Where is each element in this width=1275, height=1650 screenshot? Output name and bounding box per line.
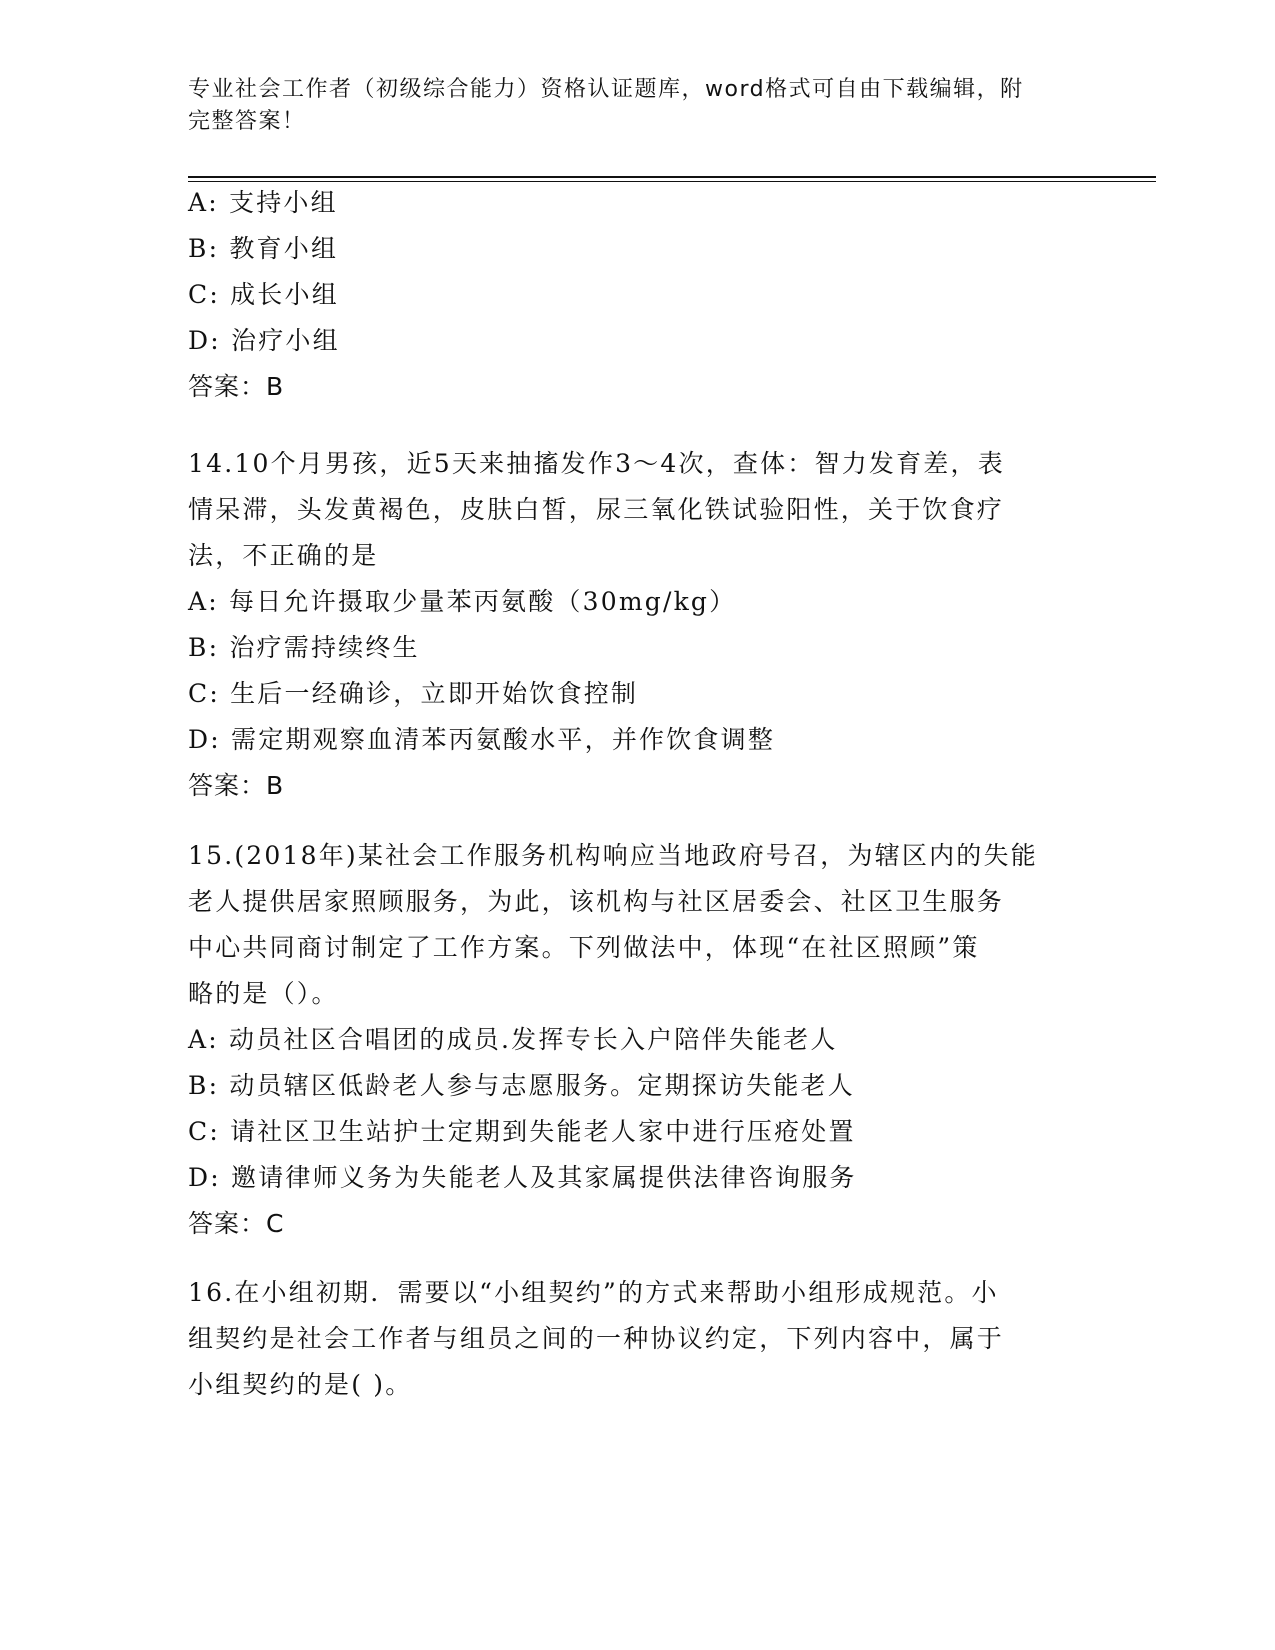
q14-option-a: A: 每日允许摄取少量苯丙氨酸（30mg/kg） <box>188 587 737 616</box>
question-14-block <box>188 441 1088 809</box>
q14-answer: 答案：B <box>188 771 285 800</box>
q15-option-b: B: 动员辖区低龄老人参与志愿服务。定期探访失能老人 <box>188 1071 855 1100</box>
q16-stem-line-2: 组契约是社会工作者与组员之间的一种协议约定，下列内容中，属于 <box>188 1324 1005 1353</box>
q14-option-d: D: 需定期观察血清苯丙氨酸水平，并作饮食调整 <box>188 725 776 754</box>
q16-stem-line-1: 16.在小组初期．需要以“小组契约”的方式来帮助小组形成规范。小 <box>188 1278 999 1307</box>
q15-option-d: D: 邀请律师义务为失能老人及其家属提供法律咨询服务 <box>188 1163 857 1192</box>
question-16-block <box>188 1270 1088 1408</box>
q14-stem-line-2: 情呆滞，头发黄褐色，皮肤白皙，尿三氧化铁试验阳性，关于饮食疗 <box>188 495 1005 524</box>
q13-answer: 答案：B <box>188 372 285 401</box>
question-13-block <box>188 180 1088 410</box>
q15-stem-line-2: 老人提供居家照顾服务，为此，该机构与社区居委会、社区卫生服务 <box>188 887 1005 916</box>
q15-stem-line-3: 中心共同商讨制定了工作方案。下列做法中，体现“在社区照顾”策 <box>188 933 980 962</box>
q14-stem-line-1: 14.10个月男孩，近5天来抽搐发作3～4次，查体：智力发育差，表 <box>188 449 1005 478</box>
q14-option-b: B: 治疗需持续终生 <box>188 633 420 662</box>
q13-option-a: A: 支持小组 <box>188 188 338 217</box>
q16-stem-line-3: 小组契约的是( )。 <box>188 1370 413 1399</box>
q14-stem-line-3: 法，不正确的是 <box>188 541 379 570</box>
q15-stem-line-4: 略的是（）。 <box>188 979 339 1008</box>
q13-option-c: C: 成长小组 <box>188 280 339 309</box>
q15-option-c: C: 请社区卫生站护士定期到失能老人家中进行压疮处置 <box>188 1117 856 1146</box>
q14-option-c: C: 生后一经确诊，立即开始饮食控制 <box>188 679 639 708</box>
document-header <box>188 74 1088 138</box>
header-divider-thick <box>188 176 1156 178</box>
q13-option-b: B: 教育小组 <box>188 234 339 263</box>
header-line-1: 专业社会工作者（初级综合能力）资格认证题库，word格式可自由下载编辑，附 <box>188 77 1024 102</box>
question-15-block <box>188 833 1088 1247</box>
q15-answer: 答案：C <box>188 1209 285 1238</box>
q15-stem-line-1: 15.(2018年)某社会工作服务机构响应当地政府号召，为辖区内的失能 <box>188 841 1038 870</box>
header-line-2: 完整答案！ <box>188 109 306 134</box>
q15-option-a: A: 动员社区合唱团的成员.发挥专长入户陪伴失能老人 <box>188 1025 838 1054</box>
q13-option-d: D: 治疗小组 <box>188 326 340 355</box>
